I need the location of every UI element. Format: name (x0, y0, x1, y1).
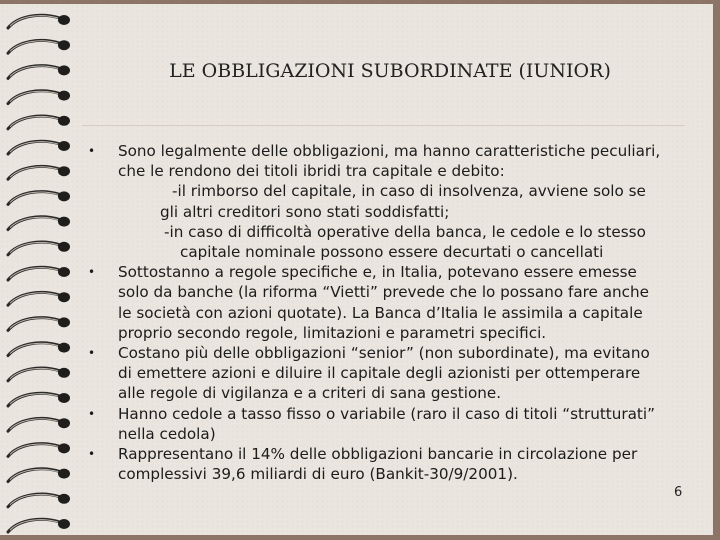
binding-hole (58, 343, 70, 353)
binding-hole (58, 141, 70, 151)
bullet-text-line: Costano più delle obbligazioni “senior” (non subordinate), ma evitano (118, 344, 650, 363)
bullet-text-line: nella cedola) (118, 424, 216, 443)
bullet-marker: • (88, 265, 96, 280)
binding-hole (58, 494, 70, 504)
page-number: 6 (674, 485, 683, 500)
binding-hole (58, 191, 70, 201)
binding-hole (58, 217, 70, 227)
sub-point-line: capitale nominale possono essere decurtati o cancellati (180, 243, 604, 262)
sub-point-line: -il rimborso del capitale, in caso di insolvenza, avviene solo se (172, 182, 646, 201)
bullet-text-line: complessivi 39,6 miliardi di euro (Bankit-30/9/2001). (118, 465, 518, 484)
bullet-text-line: Rappresentano il 14% delle obbligazioni bancarie in circolazione per (118, 445, 638, 464)
slide-title: LE OBBLIGAZIONI SUBORDINATE (IUNIOR) (169, 60, 611, 82)
bullet-text-line: di emettere azioni e diluire il capitale degli azionisti per ottemperare (118, 364, 641, 383)
bullet-item-2 (86, 262, 686, 343)
binding-hole (58, 292, 70, 302)
binding-hole (58, 15, 70, 25)
bullet-text-line: Sottostanno a regole specifiche e, in Italia, potevano essere emesse (118, 263, 637, 282)
binding-hole (58, 91, 70, 101)
binding-hole (58, 368, 70, 378)
bullet-item-4 (86, 404, 686, 444)
title-divider (82, 125, 685, 126)
spiral-binding (0, 4, 80, 535)
binding-hole (58, 267, 70, 277)
binding-hole (58, 116, 70, 126)
binding-hole (58, 469, 70, 479)
bullet-text-line: alle regole di vigilanza e a criteri di sana gestione. (118, 384, 502, 403)
binding-hole (58, 40, 70, 50)
bullet-text-line: proprio secondo regole, limitazioni e parametri specifici. (118, 323, 547, 342)
bullet-marker: • (88, 447, 96, 462)
bullet-item-3 (86, 343, 686, 404)
binding-hole (58, 418, 70, 428)
bullet-marker: • (88, 144, 96, 158)
bullet-text-line: solo da banche (la riforma “Vietti” prevede che lo possano fare anche (118, 283, 649, 302)
sub-point-line: gli altri creditori sono stati soddisfatti; (160, 202, 450, 221)
binding-hole (58, 317, 70, 327)
binding-hole (58, 393, 70, 403)
binding-hole (58, 519, 70, 529)
bullet-list (86, 141, 686, 484)
bullet-text-line: Hanno cedole a tasso fisso o variabile (raro il caso di titoli “strutturati” (118, 404, 655, 423)
bullet-text-line: le società con azioni quotate). La Banca d’Italia le assimila a capitale (118, 303, 643, 322)
binding-hole (58, 166, 70, 176)
bullet-marker: • (88, 346, 96, 361)
binding-hole (58, 242, 70, 252)
bullet-text-line: che le rendono dei titoli ibridi tra capitale e debito: (118, 162, 505, 181)
binding-hole (58, 443, 70, 453)
bullet-text-line: Sono legalmente delle obbligazioni, ma hanno caratteristiche peculiari, (118, 142, 661, 160)
sub-point-line: -in caso di difficoltà operative della banca, le cedole e lo stesso (164, 222, 646, 241)
bullet-item-5 (86, 444, 686, 484)
bullet-item-1 (86, 141, 686, 262)
binding-hole (58, 65, 70, 75)
bullet-marker: • (88, 406, 96, 421)
